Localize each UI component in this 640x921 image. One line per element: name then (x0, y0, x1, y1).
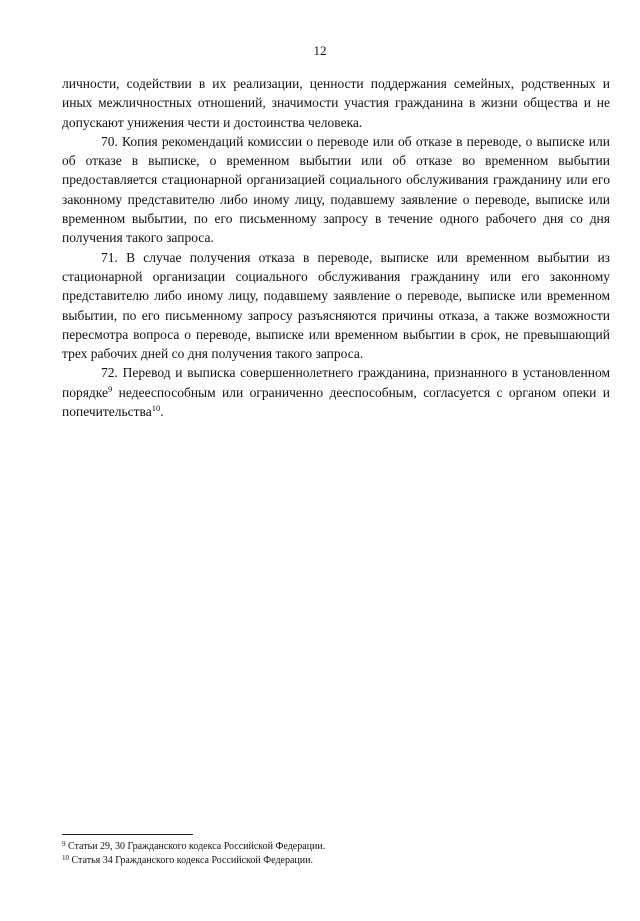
document-body (62, 74, 610, 421)
paragraph-72-text-middle: недееспособным или ограниченно дееспособным, согласуется с органом опеки и попечительства (62, 384, 610, 420)
footnotes (62, 840, 610, 867)
footnote-text-10: Статья 34 Гражданского кодекса Российской Федерации. (69, 854, 313, 866)
footnote-ref-10[interactable]: 10 (151, 403, 161, 414)
footnote-marker-9: 9 (62, 840, 66, 848)
footnote-9 (62, 840, 610, 854)
paragraph-70: 70. Копия рекомендаций комиссии о переводе или об отказе в переводе, о выписке или об отказе в выписке, о временном выбытии или об отказе во временном выбытии предоставляется стационарной организацией социального обслуживания гражданину или его законному представителю либо иному лицу, подавшему заявление о переводе, выписке или временном выбытии, по его письменному запросу в течение одного рабочего дня со дня получения такого запроса. (62, 133, 610, 246)
paragraph-71: 71. В случае получения отказа в переводе, выписке или временном выбытии из стационарной организации социального обслуживания гражданину или его законному представителю либо иному лицу, подавшему заявление о переводе, выписке или временном выбытии, по его письменному запросу разъясняются причины отказа, а также возможности пересмотра вопроса о переводе, выписке или временном выбытии в срок, не превышающий трех рабочих дней со дня получения такого запроса. (62, 249, 610, 362)
footnote-text-9: Статьи 29, 30 Гражданского кодекса Российской Федерации. (65, 841, 326, 852)
paragraph-72-text-start: 72. Перевод и выписка совершеннолетнего гражданина, признанного в установленном порядке (62, 365, 610, 400)
footnote-ref-9[interactable]: 9 (108, 383, 113, 394)
page-number: 12 (313, 43, 327, 58)
footnote-separator (62, 834, 193, 835)
paragraph-continuation: личности, содействии в их реализации, ценности поддержания семейных, родственных и иных межличностных отношений, значимости участия гражданина в жизни общества и не допускают унижения чести и достоинства человека. (62, 76, 610, 130)
paragraph-72 (62, 363, 610, 421)
footnote-marker-10: 10 (62, 853, 69, 862)
paragraph-72-text-end: . (160, 404, 164, 420)
footnote-10 (62, 854, 610, 868)
